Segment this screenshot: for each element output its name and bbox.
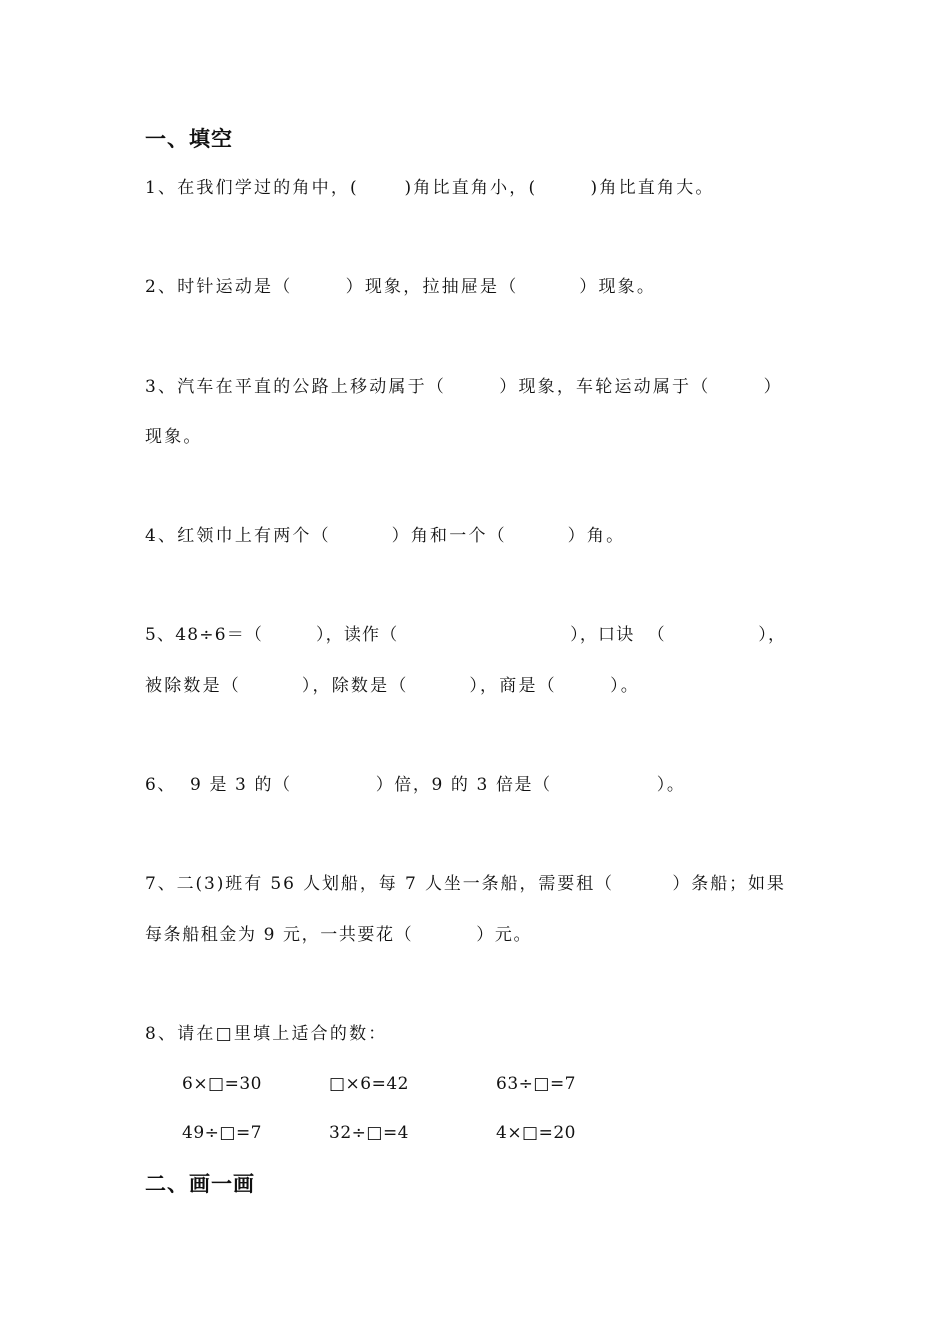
question-3-line-1: 3、汽车在平直的公路上移动属于（ ）现象，车轮运动属于（ ） [145, 377, 783, 397]
equation: 6×□=30 [182, 1074, 262, 1094]
question-7-line-1: 7、二(3)班有 56 人划船，每 7 人坐一条船，需要租（ ）条船；如果 [145, 874, 786, 894]
question-2: 2、时针运动是（ ）现象，拉抽屉是（ ）现象。 [145, 277, 657, 297]
question-5-line-1: 5、48÷6＝（ ），读作（ ），口诀 （ ）， [145, 625, 787, 645]
question-6: 6、 9 是 3 的（ ）倍，9 的 3 倍是（ ）。 [145, 775, 686, 795]
equation: 32÷□=4 [329, 1123, 409, 1143]
question-7-line-2: 每条船租金为 9 元，一共要花（ ）元。 [145, 925, 533, 945]
equation: □×6=42 [329, 1074, 409, 1094]
question-5-line-2: 被除数是（ ），除数是（ ），商是（ ）。 [145, 676, 640, 696]
equation: 4×□=20 [496, 1123, 576, 1143]
question-4: 4、红领巾上有两个（ ）角和一个（ ）角。 [145, 526, 626, 546]
section1-heading: 一、填空 [145, 127, 233, 151]
question-1: 1、在我们学过的角中，( )角比直角小，( )角比直角大。 [145, 178, 715, 198]
section2-heading: 二、画一画 [145, 1172, 255, 1196]
question-3-line-2: 现象。 [145, 427, 203, 447]
equation: 49÷□=7 [182, 1123, 262, 1143]
question-8: 8、请在□里填上适合的数： [145, 1024, 388, 1044]
equation: 63÷□=7 [496, 1074, 576, 1094]
